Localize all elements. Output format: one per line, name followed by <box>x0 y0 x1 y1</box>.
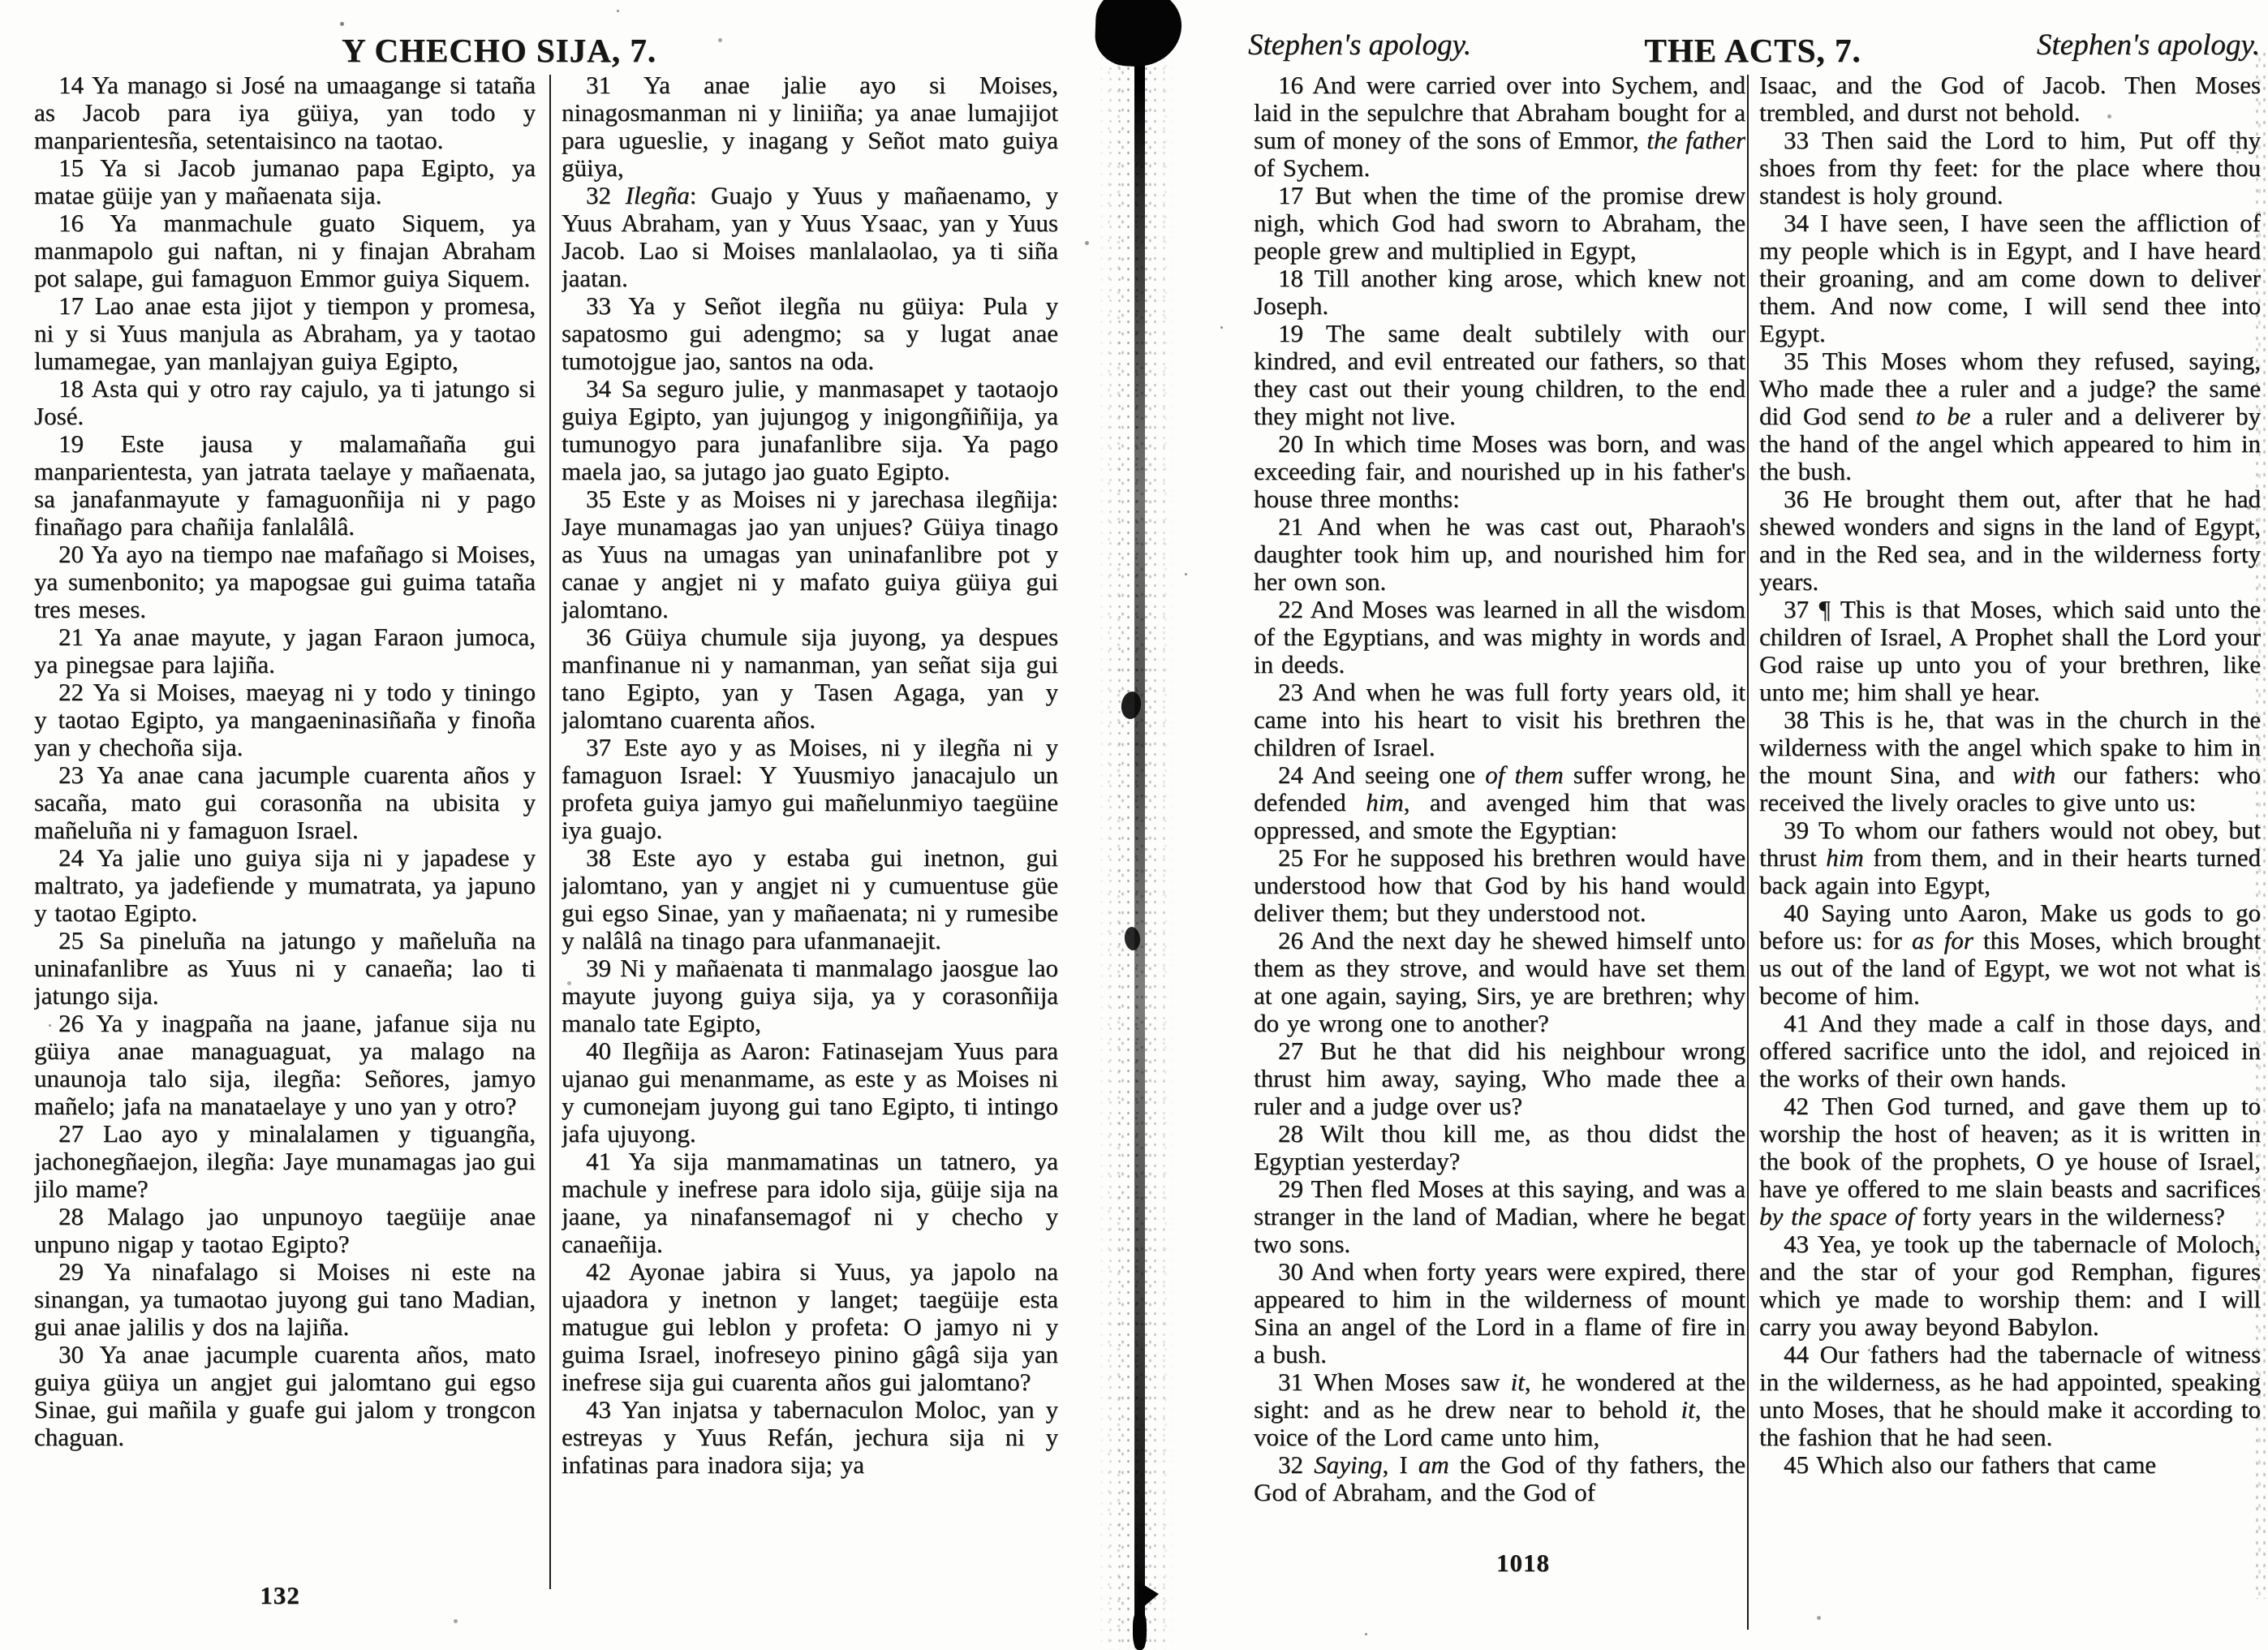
verse-number: 30 <box>1278 1257 1311 1286</box>
verse-18: 18 Till another king arose, which knew not Joseph. <box>1254 264 1745 320</box>
verse-42: 42 Then God turned, and gave them up to worship the host of heaven; as it is written in the book of the prophets, O ye house of Israel, have ye offered to me slain beasts and sacrifices by the space of forty years in the wilderness? <box>1759 1092 2261 1230</box>
verse-number: 44 <box>1784 1340 1820 1368</box>
verse-number: 32 <box>586 181 626 209</box>
scan-noise-specks <box>0 0 2 2</box>
verse-number: 41 <box>1784 1009 1819 1037</box>
verse-22: 22 And Moses was learned in all the wisdom of the Egyptians, and was mighty in words and in deeds. <box>1254 595 1745 679</box>
verse-number: 28 <box>58 1202 108 1230</box>
verse-number: 42 <box>1784 1092 1823 1120</box>
verse-39: 39 Ni y mañaenata ti manmalago jaosgue lao mayute juyong guiya sija, ya y corasonñija manalo tate Egipto, <box>562 954 1058 1037</box>
verse-number: 31 <box>1278 1368 1314 1396</box>
verse-number: 35 <box>586 485 622 513</box>
verse-29: 29 Ya ninafalago si Moises ni este na sinangan, ya tumaotao juyong gui tano Madian, gui anae jalilis y dos na lajiña. <box>34 1257 536 1341</box>
right-page-running-head-left: Stephen's apology. <box>1248 28 1472 62</box>
gutter-bottom-blot <box>1138 1581 1159 1612</box>
verse-18: 18 Asta qui y otro ray cajulo, ya ti jatungo si José. <box>34 374 536 430</box>
verse-33: 33 Ya y Señot ilegña nu güiya: Pula y sapatosmo gui adengmo; sa y lugat anae tumotojgue jao, santos na oda. <box>562 291 1058 375</box>
verse-number: 37 <box>586 733 624 761</box>
verse-number: 38 <box>586 843 632 872</box>
verse-number: 25 <box>1278 843 1313 872</box>
verse-28: 28 Wilt thou kill me, as thou didst the Egyptian yesterday? <box>1254 1119 1745 1175</box>
verse-number: 20 <box>1278 429 1314 458</box>
verse-16: 16 And were carried over into Sychem, and laid in the sepulchre that Abraham bought for a sum of money of the sons of Emmor, the father of Sychem. <box>1254 71 1745 182</box>
verse-26: 26 Ya y inagpaña na jaane, jafanue sija nu güiya anae managuaguat, ya malago na unaunoja talo sija, ilegña: Señores, jamyo mañelo; jafa na manataelaye y uno yan y otro? <box>34 1009 536 1120</box>
verse-34: 34 Sa seguro julie, y manmasapet y taotaojo guiya Egipto, yan jujungog y inigongñiñija, ya tumunogyo para junafanlibre sija. Ya pago maela jao, sa jutago jao guato Egipto. <box>562 374 1058 485</box>
verse-number: 43 <box>586 1395 622 1424</box>
verse-26: 26 And the next day he shewed himself unto them as they strove, and would have set them at one again, saying, Sirs, ye are brethren; why do ye wrong one to another? <box>1254 926 1745 1037</box>
verse-43: 43 Yea, ye took up the tabernacle of Moloch, and the star of your god Remphan, figures which ye made to worship them: and I will carry you away beyond Babylon. <box>1759 1230 2261 1341</box>
verse-36: 36 Güiya chumule sija juyong, ya despues manfinanue ni y namanman, yan señat sija gui tano Egipto, yan y Tasen Agaga, yan y jalomtano cuarenta años. <box>562 623 1058 734</box>
verse-number: 27 <box>1278 1036 1320 1065</box>
verse-41: 41 And they made a calf in those days, and offered sacrifice unto the idol, and rejoiced in the works of their own hands. <box>1759 1009 2261 1092</box>
verse-34: 34 I have seen, I have seen the affliction of my people which is in Egypt, and I have heard their groaning, and am come down to deliver them. And now come, I will send thee into Egypt. <box>1759 209 2261 347</box>
right-page-running-head-right: Stephen's apology. <box>2036 28 2260 62</box>
verse-number: 30 <box>58 1340 100 1368</box>
right-page-number: 1018 <box>1496 1549 1550 1577</box>
verse-number: 36 <box>586 623 626 651</box>
verse-27: 27 Lao ayo y minalalamen y tiguangña, jachonegñaejon, ilegña: Jaye munamagas jao gui jilo mame? <box>34 1119 536 1203</box>
verse-number: 32 <box>1278 1450 1315 1479</box>
verse-25: 25 For he supposed his brethren would have understood how that God by his hand would deliver them; but they understood not. <box>1254 843 1745 927</box>
verse-21: 21 And when he was cast out, Pharaoh's daughter took him up, and nourished him for her own son. <box>1254 512 1745 596</box>
verse-number: 23 <box>58 760 97 789</box>
verse-38: 38 Este ayo y estaba gui inetnon, gui jalomtano, yan y angjet ni y cumuentuse güe gui egso Sinae, yan y mañaenata; ni y rumesibe y nalâlâ na tinago para ufanmanaejit. <box>562 843 1058 954</box>
verse-32: 32 Saying, I am the God of thy fathers, the God of Abraham, and the God of <box>1254 1450 1745 1506</box>
verse-28: 28 Malago jao unpunoyo taegüije anae unpuno nigap y taotao Egipto? <box>34 1202 536 1258</box>
verse-number: 29 <box>58 1257 104 1286</box>
verse-number: 36 <box>1784 485 1823 513</box>
verse-number: 24 <box>1278 760 1312 789</box>
verse-35: 35 This Moses whom they refused, saying, Who made thee a ruler and a judge? the same did God send to be a ruler and a deliverer by the hand of the angel which appeared to him in the bush. <box>1759 347 2261 485</box>
verse-33: 33 Then said the Lord to him, Put off thy shoes from thy feet: for the place where thou standest is holy ground. <box>1759 126 2261 209</box>
verse-number: 39 <box>1784 816 1818 844</box>
verse-number: 34 <box>586 374 622 403</box>
verse-number: 24 <box>58 843 97 872</box>
verse-23: 23 Ya anae cana jacumple cuarenta años y sacaña, mato gui corasonña na ubisita y mañeluña ni y famaguon Israel. <box>34 760 536 844</box>
verse-30: 30 And when forty years were expired, there appeared to him in the wilderness of mount Sina an angel of the Lord in a flame of fire in a bush. <box>1254 1257 1745 1368</box>
verse-number: 20 <box>58 540 92 568</box>
verse-number: 26 <box>1278 926 1311 954</box>
right-page-column-1 <box>1254 71 1745 1553</box>
verse-number: 33 <box>1784 126 1823 154</box>
verse-16: 16 Ya manmachule guato Siquem, ya manmapolo gui naftan, ni y finajan Abraham pot salape, gui famaguon Emmor guiya Siquem. <box>34 209 536 292</box>
verse-38: 38 This is he, that was in the church in the wilderness with the angel which spake to him in the mount Sina, and with our fathers: who received the lively oracles to give unto us: <box>1759 705 2261 816</box>
gutter-shadow <box>1134 0 1145 1650</box>
verse-43: 43 Yan injatsa y tabernaculon Moloc, yan y estreyas y Yuus Refán, jechura sija ni y infatinas para inadora sija; ya <box>562 1395 1058 1479</box>
verse-45: 45 Which also our fathers that came <box>1784 1450 2157 1479</box>
verse-number: 38 <box>1784 705 1820 734</box>
verse-number: 22 <box>58 678 93 706</box>
verse-number: 16 <box>1278 71 1313 99</box>
verse-31: 31 Ya anae jalie ayo si Moises, ninagosmanman ni y liniiña; ya anae lumajijot para ugueslie, y inagang y Señot mato guiya güiya, <box>562 71 1058 182</box>
verse-number: 17 <box>1278 181 1315 209</box>
verse-number: 33 <box>586 291 629 320</box>
scan-edge-speckle <box>2253 49 2268 1599</box>
verse-number: 34 <box>1784 209 1820 237</box>
verse-number: 35 <box>1784 347 1823 375</box>
verse-number: 18 <box>58 374 92 403</box>
verse-number: 41 <box>586 1147 629 1175</box>
verse-19: 19 Este jausa y malamañaña gui manparientesta, yan jatrata taelaye y mañaenata, sa janafanmayute y famaguonñija ni y pago finañago para chañija fanlalâlâ. <box>34 429 536 541</box>
verse-number: 19 <box>58 429 121 458</box>
verse-number: 40 <box>1784 898 1822 927</box>
left-page-title: Y CHECHO SIJA, 7. <box>342 32 656 69</box>
left-column-rule <box>549 75 551 1589</box>
verse-22: 22 Ya si Moises, maeyag ni y todo y tiningo y taotao Egipto, ya mangaeninasiñaña y finoña yan y chechoña sija. <box>34 678 536 761</box>
verse-32: 32 Ilegña: Guajo y Yuus y mañaenamo, y Yuus Abraham, yan y Yuus Ysaac, yan y Yuus Jacob. Lao si Moises manlalaolao, ya ti siña jaatan. <box>562 181 1058 292</box>
verse-number: 21 <box>1278 512 1318 541</box>
verse-number: 26 <box>58 1009 97 1037</box>
verse-15: 15 Ya si Jacob jumanao papa Egipto, ya matae güije yan y mañaenata sija. <box>34 153 536 209</box>
verse-37: 37 ¶ This is that Moses, which said unto the children of Israel, A Prophet shall the Lord your God raise up unto you of your brethren, like unto me; him shall ye hear. <box>1759 595 2261 706</box>
verse-17: 17 Lao anae esta jijot y tiempon y promesa, ni y si Yuus manjula as Abraham, ya y taotao lumamegae, yan manlajyan guiya Egipto, <box>34 291 536 375</box>
verse-44: 44 Our fathers had the tabernacle of witness in the wilderness, as he had appointed, speaking unto Moses, that he should make it according to the fashion that he had seen. <box>1759 1340 2261 1451</box>
verse-20: 20 Ya ayo na tiempo nae mafañago si Moises, ya sumenbonito; ya mapogsae gui guima tataña tres meses. <box>34 540 536 623</box>
verse-31: 31 When Moses saw it, he wondered at the sight: and as he drew near to behold it, the voice of the Lord came unto him, <box>1254 1368 1745 1451</box>
right-page-column-2 <box>1759 71 2261 1646</box>
verse-35: 35 Este y as Moises ni y jarechasa ilegñija: Jaye munamagas jao yan unjues? Güiya tinago as Yuus na umagas yan uninafanlibre pot y canae y angjet ni y mafato guiya güiya gui jalomtano. <box>562 485 1058 623</box>
verse-23: 23 And when he was full forty years old, it came into his heart to visit his brethren the children of Israel. <box>1254 678 1745 761</box>
verse-29: 29 Then fled Moses at this saying, and was a stranger in the land of Madian, where he begat two sons. <box>1254 1174 1745 1258</box>
verse-number: 40 <box>586 1036 622 1065</box>
verse-number: 15 <box>58 153 101 182</box>
left-page-column-2 <box>562 71 1058 1594</box>
verse-21: 21 Ya anae mayute, y jagan Faraon jumoca, ya pinegsae para lajiña. <box>34 623 536 679</box>
verse-number: 43 <box>1784 1230 1818 1258</box>
verse-continuation: Isaac, and the God of Jacob. Then Moses trembled, and durst not behold. <box>1759 71 2261 127</box>
verse-number: 27 <box>58 1119 103 1148</box>
verse-number: 29 <box>1278 1174 1311 1203</box>
verse-41: 41 Ya sija manmamatinas un tatnero, ya machule y inefrese para idolo sija, güije sija na jaane, ya ninafansemagof ni y checho y canaeñija. <box>562 1147 1058 1258</box>
verse-24: 24 And seeing one of them suffer wrong, he defended him, and avenged him that was oppressed, and smote the Egyptian: <box>1254 760 1745 844</box>
verse-25: 25 Sa pineluña na jatungo y mañeluña na uninafanlibre as Yuus ni y canaeña; lao ti jatungo sija. <box>34 926 536 1010</box>
verse-number: 14 <box>58 71 92 99</box>
verse-42: 42 Ayonae jabira si Yuus, ya japolo na ujaadora y inetnon y langet; taegüije esta matugue gui leblon y profeta: O jamyo ni y guima Israel, inofreseyo pinino gâgâ sija yan inefrese sija gui cuarenta años gui jalomtano? <box>562 1257 1058 1396</box>
verse-number: 21 <box>58 623 95 651</box>
verse-20: 20 In which time Moses was born, and was exceeding fair, and nourished up in his father's house three months: <box>1254 429 1745 513</box>
verse-17: 17 But when the time of the promise drew nigh, which God had sworn to Abraham, the people grew and multiplied in Egypt, <box>1254 181 1745 265</box>
verse-40: 40 Ilegñija as Aaron: Fatinasejam Yuus para ujanao gui menanmame, as este y as Moises ni y cumonejam juyong gui tano Egipto, ti intingo jafa ujuyong. <box>562 1036 1058 1148</box>
verse-number: 25 <box>58 926 99 954</box>
verse-number: 16 <box>58 209 110 237</box>
verse-27: 27 But he that did his neighbour wrong thrust him away, saying, Who made thee a ruler and a judge over us? <box>1254 1036 1745 1120</box>
left-page-column-1 <box>34 71 536 1594</box>
verse-number: 39 <box>586 954 621 982</box>
verse-19: 19 The same dealt subtilely with our kindred, and evil entreated our fathers, so that they cast out their young children, to the end they might not live. <box>1254 319 1745 430</box>
verse-number: 42 <box>586 1257 629 1286</box>
verse-number: 28 <box>1278 1119 1320 1148</box>
verse-36: 36 He brought them out, after that he had shewed wonders and signs in the land of Egypt, and in the Red sea, and in the wilderness forty years. <box>1759 485 2261 596</box>
verse-number: 45 <box>1784 1450 1817 1479</box>
verse-30: 30 Ya anae jacumple cuarenta años, mato guiya güiya un angjet gui jalomtano gui egso Sinae, gui mañila y guafe gui jalom y trongcon chaguan. <box>34 1340 536 1451</box>
right-column-rule <box>1747 75 1749 1630</box>
right-page-title: THE ACTS, 7. <box>1644 32 1861 69</box>
gutter-bottom-streak <box>1133 1610 1147 1650</box>
left-page-number: 132 <box>260 1581 300 1609</box>
verse-24: 24 Ya jalie uno guiya sija ni y japadese y maltrato, ya jadefiende y mumatrata, ya japuno y taotao Egipto. <box>34 843 536 927</box>
verse-number: 18 <box>1278 264 1315 292</box>
verse-number: 23 <box>1278 678 1313 706</box>
verse-number: 37 <box>1784 595 1819 623</box>
verse-39: 39 To whom our fathers would not obey, but thrust him from them, and in their hearts turned back again into Egypt, <box>1759 816 2261 899</box>
verse-number: 22 <box>1278 595 1310 623</box>
verse-number: 19 <box>1278 319 1326 347</box>
verse-37: 37 Este ayo y as Moises, ni y ilegña ni y famaguon Israel: Y Yuusmiyo janacajulo un profeta guiya jamyo gui mañelunmiyo taegüine iya guajo. <box>562 733 1058 844</box>
verse-14: 14 Ya manago si José na umaagange si tataña as Jacob para iya güiya, yan todo y manparientesña, setentaisinco na taotao. <box>34 71 536 154</box>
verse-40: 40 Saying unto Aaron, Make us gods to go before us: for as for this Moses, which brought us out of the land of Egypt, we wot not what is become of him. <box>1759 898 2261 1010</box>
verse-number: 17 <box>58 291 95 320</box>
verse-number: 31 <box>586 71 643 99</box>
